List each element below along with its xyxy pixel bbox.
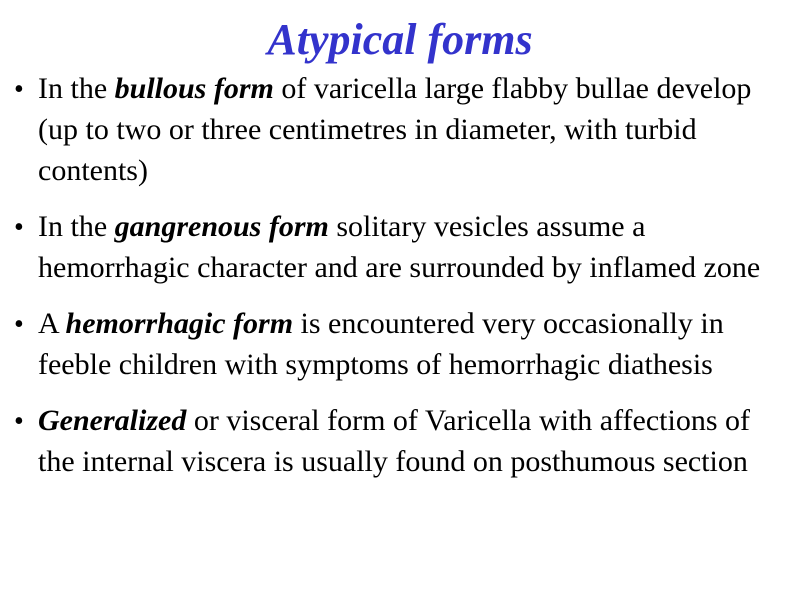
bullet-icon (14, 303, 34, 345)
bullet-list (10, 68, 792, 497)
bullet-item-bullous (10, 68, 792, 191)
bullet-term: Generalized (38, 404, 187, 437)
bullet-text-before: In the (38, 72, 115, 105)
bullet-icon (14, 400, 34, 442)
bullet-item-generalized (10, 400, 792, 482)
bullet-text-before: In the (38, 210, 115, 243)
bullet-item-hemorrhagic (10, 303, 792, 385)
bullet-term: hemorrhagic form (65, 307, 294, 340)
bullet-item-gangrenous (10, 206, 792, 288)
slide-title: Atypical forms (267, 15, 533, 64)
bullet-text-after: is encountered very occasionally in feeble children with symptoms of hemorrhagic diathesis (38, 307, 724, 381)
bullet-icon (14, 68, 34, 110)
bullet-text-after: of varicella large flabby bullae develop (up to two or three centimetres in diameter, with turbid contents) (38, 72, 752, 187)
bullet-text-after: solitary vesicles assume a hemorrhagic character and are surrounded by inflamed zone (38, 210, 761, 284)
bullet-text-after: or visceral form of Varicella with affections of the internal viscera is usually found on posthumous section (38, 404, 751, 478)
bullet-term: gangrenous form (114, 210, 329, 243)
bullet-text-before: A (38, 307, 66, 340)
bullet-icon (14, 206, 34, 248)
bullet-term: bullous form (114, 72, 274, 105)
